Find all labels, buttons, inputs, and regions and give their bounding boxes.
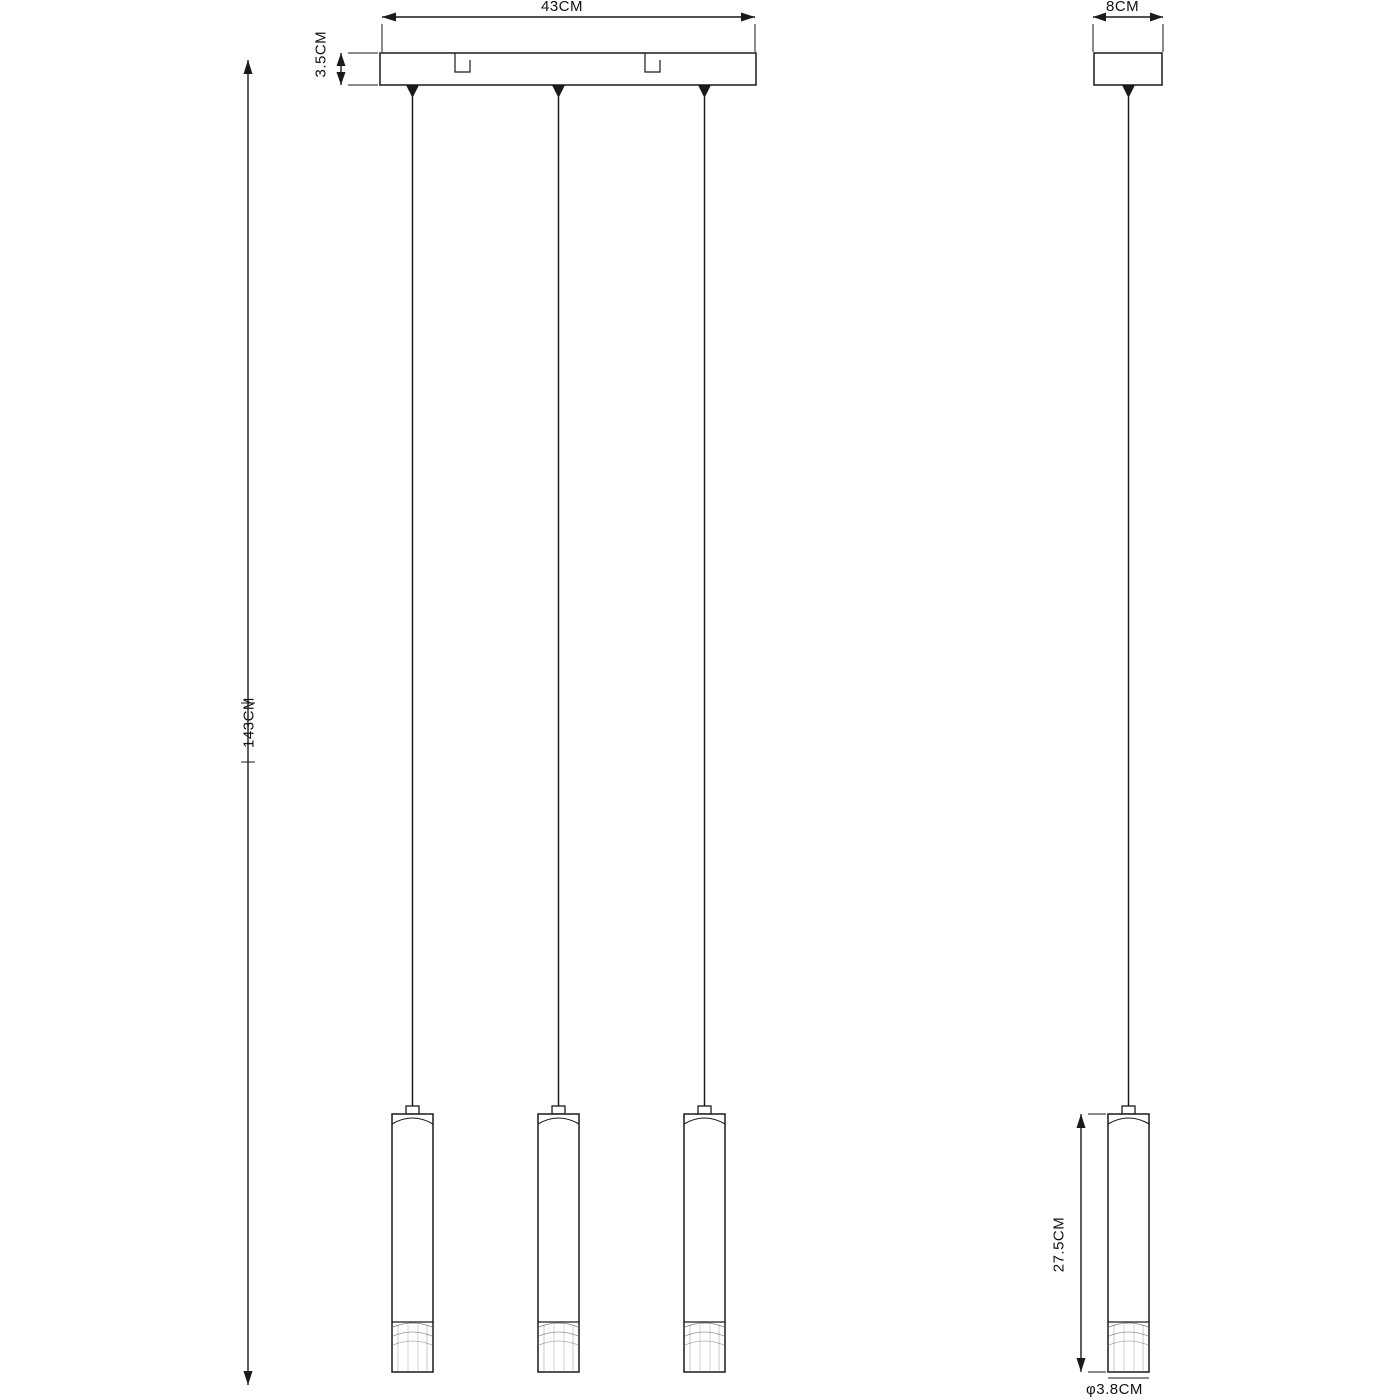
pendant-left xyxy=(392,85,433,1372)
dim-canopy-width xyxy=(382,13,755,53)
dim-shade-length xyxy=(1077,1114,1107,1372)
dim-canopy-depth xyxy=(1093,13,1163,53)
label-canopy-height: 3.5CM xyxy=(312,30,330,78)
dim-canopy-height xyxy=(337,53,379,85)
pendant-right xyxy=(684,85,725,1372)
pendant-center xyxy=(538,85,579,1372)
pendant-side xyxy=(1108,85,1149,1372)
label-shade-length: 27.5CM xyxy=(1050,1216,1068,1273)
label-shade-diameter: φ3.8CM xyxy=(1086,1381,1143,1398)
label-canopy-depth: 8CM xyxy=(1106,0,1140,15)
canopy-front xyxy=(380,53,756,85)
label-canopy-width: 43CM xyxy=(541,0,584,15)
label-total-drop: 143CM xyxy=(240,697,258,748)
canopy-side xyxy=(1094,53,1162,85)
